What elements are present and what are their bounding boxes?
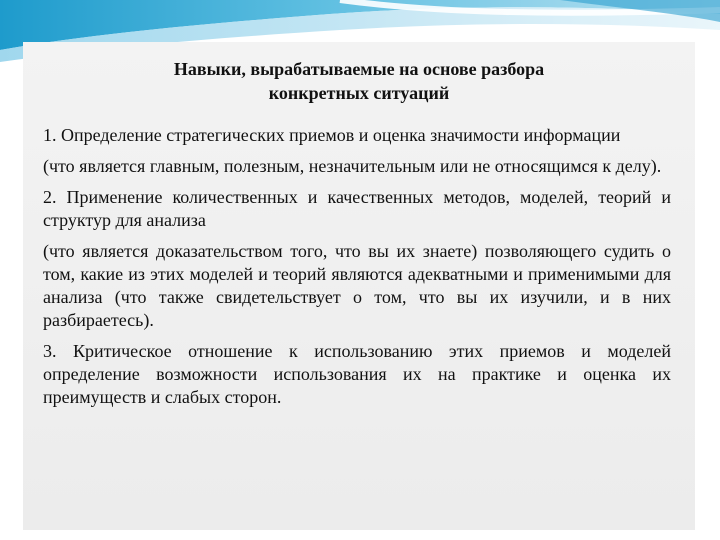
slide-title (23, 57, 695, 105)
slide-body (43, 124, 671, 409)
paragraph-4: (что является доказательством того, что вы их знаете) позволяющего судить о том, какие из этих моделей и теорий являются адекватными и применимыми для анализа (что также свидетельствует о том, что вы их изучили, и в них разбираетесь). (43, 241, 671, 330)
slide-title-line-1: Навыки, вырабатываемые на основе разбора (173, 59, 545, 79)
slide-title-line-2: конкретных ситуаций (268, 83, 450, 103)
paragraph-1: 1. Определение стратегических приемов и оценка значимости информации (43, 125, 621, 145)
paragraph-3: 2. Применение количественных и качественных методов, моделей, теорий и структур для анализа (43, 187, 671, 230)
paragraph-2: (что является главным, полезным, незначительным или не относящимся к делу). (43, 156, 662, 176)
paragraph-5: 3. Критическое отношение к использованию этих приемов и моделей определение возможности использования их на практике и оценка их преимуществ и слабых сторон. (43, 341, 671, 407)
